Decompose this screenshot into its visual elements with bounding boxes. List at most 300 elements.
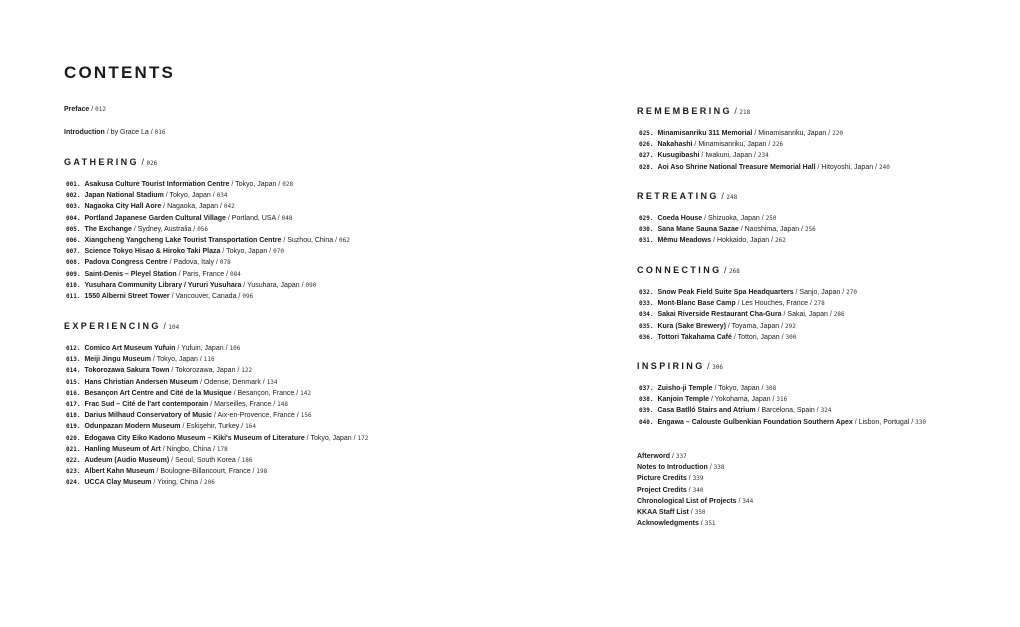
entry-place: Minamisanriku, Japan bbox=[758, 130, 827, 137]
entry-number: 035. bbox=[639, 322, 654, 330]
separator: / bbox=[770, 396, 777, 404]
entry-number: 033. bbox=[639, 300, 654, 308]
entry-page: 286 bbox=[833, 311, 845, 319]
toc-entry[interactable] bbox=[64, 246, 350, 257]
separator: / bbox=[755, 407, 762, 415]
entry-page: 300 bbox=[785, 333, 797, 341]
separator: / bbox=[275, 214, 282, 222]
toc-entry[interactable] bbox=[64, 235, 350, 246]
toc-entry[interactable] bbox=[64, 399, 368, 410]
entry-number: 020. bbox=[66, 434, 81, 442]
separator: / bbox=[873, 163, 879, 171]
section-heading[interactable] bbox=[64, 156, 350, 170]
separator: / bbox=[699, 152, 706, 160]
entry-page: 344 bbox=[742, 497, 754, 505]
entry-title: Portland Japanese Garden Cultural Village bbox=[84, 214, 226, 222]
separator: / bbox=[294, 412, 301, 420]
entry-title: Meiji Jingu Museum bbox=[84, 356, 151, 364]
entry-number: 024. bbox=[66, 479, 81, 487]
separator: / bbox=[752, 152, 758, 160]
entry-title: Snow Peak Field Suite Spa Headquarters bbox=[657, 289, 794, 296]
entry-page: 330 bbox=[915, 418, 926, 426]
entry-place: Yixing, China bbox=[157, 479, 199, 487]
toc-entry[interactable] bbox=[637, 309, 857, 320]
toc-entry[interactable] bbox=[64, 127, 166, 138]
entry-place: Yokohama, Japan bbox=[714, 396, 771, 404]
entry-page: 270 bbox=[846, 289, 858, 296]
toc-entry[interactable] bbox=[64, 343, 368, 354]
toc-entry[interactable] bbox=[64, 257, 350, 268]
section-heading[interactable] bbox=[637, 360, 926, 374]
entry-page: 316 bbox=[776, 396, 788, 404]
toc-entry[interactable] bbox=[637, 394, 926, 405]
toc-entry[interactable] bbox=[637, 518, 753, 529]
separator: / bbox=[223, 345, 230, 352]
entry-title: Afterword bbox=[637, 453, 671, 460]
entry-page: 256 bbox=[804, 226, 816, 234]
entry-title: Padova Congress Centre bbox=[84, 259, 168, 267]
entry-title: Sana Mane Sauna Sazae bbox=[657, 226, 739, 234]
toc-entry[interactable] bbox=[64, 433, 368, 444]
entry-page: 351 bbox=[704, 520, 716, 528]
toc-entry[interactable] bbox=[637, 383, 926, 394]
entry-title: Kusugibashi bbox=[657, 152, 700, 160]
toc-entry[interactable] bbox=[637, 162, 890, 173]
toc-section bbox=[637, 264, 857, 343]
section-title: CONNECTING bbox=[637, 265, 722, 275]
entry-page: 012 bbox=[95, 106, 106, 113]
separator: / bbox=[711, 237, 717, 245]
separator: / bbox=[214, 259, 220, 267]
section-page: 306 bbox=[712, 364, 723, 371]
entry-title: Comico Art Museum Yufuin bbox=[84, 345, 176, 352]
toc-entry[interactable] bbox=[637, 213, 816, 224]
separator: / bbox=[260, 378, 267, 386]
entry-page: 028 bbox=[282, 181, 294, 188]
entry-place: Sakai, Japan bbox=[787, 311, 828, 319]
separator: / bbox=[89, 106, 96, 113]
entry-title: Mont-Blanc Base Camp bbox=[657, 300, 736, 308]
entry-title: Minamisanriku 311 Memorial bbox=[657, 130, 753, 137]
toc-entry[interactable] bbox=[637, 496, 753, 507]
entry-page: 096 bbox=[242, 292, 254, 300]
entry-page: 156 bbox=[300, 412, 312, 420]
separator: / bbox=[827, 311, 834, 319]
toc-entry[interactable] bbox=[637, 473, 753, 484]
toc-entry[interactable] bbox=[64, 410, 368, 421]
section-page: 268 bbox=[729, 268, 740, 275]
separator: / bbox=[198, 378, 205, 386]
entry-page: 164 bbox=[245, 423, 256, 431]
entry-page: 350 bbox=[694, 508, 706, 516]
entry-number: 016. bbox=[66, 389, 81, 397]
entry-place: Aix-en-Provence, France bbox=[217, 412, 295, 420]
separator: / bbox=[151, 479, 158, 487]
entry-title: Zuisho-ji Temple bbox=[657, 385, 713, 392]
entry-title: Nagaoka City Hall Aore bbox=[84, 203, 162, 211]
toc-entry[interactable] bbox=[64, 354, 368, 365]
entry-page: 062 bbox=[339, 236, 350, 244]
entry-number: 011. bbox=[66, 292, 81, 300]
entry-title: Coeda House bbox=[657, 215, 703, 222]
separator: / bbox=[698, 520, 705, 528]
toc-entry[interactable] bbox=[64, 421, 368, 432]
entry-place: Odense, Denmark bbox=[204, 378, 261, 386]
section-page: 218 bbox=[739, 109, 751, 116]
toc-entry[interactable] bbox=[64, 466, 368, 477]
separator: / bbox=[169, 292, 176, 300]
entry-number: 029. bbox=[639, 215, 654, 222]
entry-place: Minamisanriku, Japan bbox=[698, 141, 767, 149]
separator: / bbox=[351, 434, 358, 442]
entry-page: 016 bbox=[154, 129, 166, 136]
entry-page: 116 bbox=[203, 356, 215, 364]
front-matter-item bbox=[64, 127, 166, 138]
toc-entry[interactable] bbox=[637, 235, 816, 246]
toc-entry[interactable] bbox=[64, 224, 350, 235]
separator: / bbox=[161, 203, 168, 211]
entry-title: Nakahashi bbox=[657, 141, 693, 149]
entry-number: 034. bbox=[639, 311, 654, 319]
entry-title: Yusuhara Community Library / Yururi Yusuhara bbox=[84, 281, 242, 289]
entry-number: 014. bbox=[66, 367, 81, 375]
entry-number: 027. bbox=[639, 152, 654, 160]
entry-number: 032. bbox=[639, 289, 654, 296]
separator: / bbox=[271, 400, 278, 408]
entry-title: Aoi Aso Shrine National Treasure Memorial Hall bbox=[657, 163, 816, 171]
entry-place: Nagaoka, Japan bbox=[167, 203, 219, 211]
separator: / bbox=[852, 418, 859, 426]
toc-entry[interactable] bbox=[637, 224, 816, 235]
entry-title: Tokorozawa Sakura Town bbox=[84, 367, 170, 375]
entry-place: Tokyo, Japan bbox=[235, 181, 277, 188]
separator: / bbox=[725, 322, 732, 330]
toc-section bbox=[64, 320, 368, 488]
separator: / bbox=[686, 486, 693, 494]
entry-page: 250 bbox=[765, 215, 777, 222]
entry-number: 028. bbox=[639, 163, 654, 171]
separator: / bbox=[138, 157, 147, 167]
separator: / bbox=[779, 322, 785, 330]
separator: / bbox=[702, 215, 709, 222]
entry-place: Toyama, Japan bbox=[731, 322, 780, 330]
entry-place: Ningbo, China bbox=[166, 445, 212, 453]
separator: / bbox=[208, 400, 215, 408]
separator: / bbox=[707, 464, 714, 472]
entry-title: Notes to Introduction bbox=[637, 464, 708, 472]
separator: / bbox=[131, 225, 138, 233]
toc-entry[interactable] bbox=[637, 150, 890, 161]
entry-number: 022. bbox=[66, 456, 81, 464]
back-matter bbox=[637, 451, 753, 529]
toc-entry[interactable] bbox=[637, 451, 753, 462]
separator: / bbox=[731, 333, 738, 341]
separator: / bbox=[225, 214, 232, 222]
separator: / bbox=[267, 248, 274, 256]
entry-title: Odunpazarı Modern Museum bbox=[84, 423, 181, 431]
entry-number: 008. bbox=[66, 259, 81, 267]
separator: / bbox=[752, 130, 759, 137]
entry-title: Japan National Stadium bbox=[84, 192, 164, 200]
toc-entry[interactable] bbox=[64, 291, 350, 302]
separator: / bbox=[239, 423, 246, 431]
entry-number: 030. bbox=[639, 226, 654, 234]
entry-author: by Grace La bbox=[110, 129, 149, 136]
separator: / bbox=[150, 356, 157, 364]
separator: / bbox=[709, 396, 715, 404]
separator: / bbox=[759, 215, 766, 222]
entry-number: 040. bbox=[639, 418, 654, 426]
separator: / bbox=[224, 270, 230, 278]
separator: / bbox=[218, 203, 224, 211]
entry-number: 018. bbox=[66, 412, 81, 420]
toc-entry[interactable] bbox=[637, 321, 857, 332]
entry-title: Introduction bbox=[64, 129, 105, 136]
toc-entry[interactable] bbox=[64, 280, 350, 291]
entry-place: Tokyo, Japan bbox=[718, 385, 760, 392]
entry-title: Saint-Denis – Pleyel Station bbox=[84, 270, 177, 278]
separator: / bbox=[160, 445, 167, 453]
entry-number: 001. bbox=[66, 181, 81, 188]
toc-section bbox=[64, 156, 350, 302]
separator: / bbox=[769, 237, 775, 245]
entry-page: 340 bbox=[692, 486, 704, 494]
entry-title: The Exchange bbox=[84, 225, 132, 233]
separator: / bbox=[735, 300, 742, 308]
toc-entry[interactable] bbox=[637, 507, 753, 518]
entry-number: 037. bbox=[639, 385, 654, 392]
separator: / bbox=[220, 248, 227, 256]
toc-entry[interactable] bbox=[64, 377, 368, 388]
toc-entry[interactable] bbox=[637, 462, 753, 473]
entry-number: 005. bbox=[66, 225, 81, 233]
entry-place: Sanjo, Japan bbox=[799, 289, 841, 296]
separator: / bbox=[704, 361, 713, 371]
separator: / bbox=[169, 367, 176, 375]
entry-page: 172 bbox=[357, 434, 369, 442]
separator: / bbox=[718, 191, 727, 201]
entry-place: Tokyo, Japan bbox=[156, 356, 198, 364]
separator: / bbox=[154, 468, 161, 476]
entry-page: 134 bbox=[266, 378, 278, 386]
toc-entry[interactable] bbox=[64, 477, 368, 488]
section-entries bbox=[637, 213, 816, 247]
separator: / bbox=[235, 367, 242, 375]
separator: / bbox=[197, 356, 204, 364]
entry-number: 013. bbox=[66, 356, 81, 364]
separator: / bbox=[333, 236, 340, 244]
entry-page: 056 bbox=[197, 225, 209, 233]
entry-place: Lisbon, Portugal bbox=[858, 418, 910, 426]
separator: / bbox=[779, 333, 786, 341]
entry-place: Hokkaido, Japan bbox=[716, 237, 770, 245]
entry-place: Eskişehir, Turkey bbox=[186, 423, 240, 431]
entry-page: 292 bbox=[784, 322, 796, 330]
entry-place: Suzhou, China bbox=[287, 236, 334, 244]
entry-number: 017. bbox=[66, 400, 81, 408]
entry-title: Besançon Art Centre and Cité de la Musique bbox=[84, 389, 232, 397]
toc-section bbox=[637, 105, 890, 173]
entry-place: Naoshima, Japan bbox=[744, 226, 800, 234]
entry-page: 226 bbox=[772, 141, 784, 149]
entry-page: 042 bbox=[223, 203, 235, 211]
entry-page: 324 bbox=[820, 407, 832, 415]
entry-place: Tokyo, Japan bbox=[310, 434, 352, 442]
toc-entry[interactable] bbox=[637, 287, 857, 298]
entry-place: Padova, Italy bbox=[173, 259, 215, 267]
entry-page: 178 bbox=[216, 445, 228, 453]
entry-number: 010. bbox=[66, 281, 81, 289]
entry-title: Science Tokyo Hisao & Hiroko Taki Plaza bbox=[84, 248, 221, 256]
entry-place: Tokyo, Japan bbox=[226, 248, 268, 256]
toc-entry[interactable] bbox=[64, 213, 350, 224]
separator: / bbox=[738, 226, 745, 234]
entry-number: 019. bbox=[66, 423, 81, 431]
entry-place: Paris, France bbox=[182, 270, 225, 278]
section-title: REMEMBERING bbox=[637, 106, 732, 116]
toc-entry[interactable] bbox=[637, 485, 753, 496]
separator: / bbox=[299, 281, 306, 289]
entry-place: Hitoyoshi, Japan bbox=[821, 163, 874, 171]
toc-entry[interactable] bbox=[637, 139, 890, 150]
entry-title: Tottori Takahama Café bbox=[657, 333, 732, 341]
separator: / bbox=[281, 236, 288, 244]
entry-title: Hanling Museum of Art bbox=[84, 445, 161, 453]
entry-place: Yufuin, Japan bbox=[181, 345, 224, 352]
entry-page: 198 bbox=[256, 468, 268, 476]
section-heading[interactable] bbox=[637, 264, 857, 278]
entry-page: 106 bbox=[229, 345, 241, 352]
entry-place: Les Houches, France bbox=[741, 300, 809, 308]
separator: / bbox=[236, 292, 243, 300]
entry-title: Albert Kahn Museum bbox=[84, 468, 155, 476]
entry-page: 234 bbox=[757, 152, 769, 160]
section-entries bbox=[64, 179, 350, 302]
separator: / bbox=[799, 226, 805, 234]
entry-number: 002. bbox=[66, 192, 81, 200]
separator: / bbox=[692, 141, 699, 149]
separator: / bbox=[211, 445, 217, 453]
separator: / bbox=[781, 311, 788, 319]
section-entries bbox=[637, 383, 926, 428]
separator: / bbox=[198, 479, 205, 487]
toc-entry[interactable] bbox=[64, 455, 368, 466]
separator: / bbox=[304, 434, 311, 442]
toc-entry[interactable] bbox=[64, 201, 350, 212]
section-entries bbox=[637, 287, 857, 343]
separator: / bbox=[793, 289, 800, 296]
toc-entry[interactable] bbox=[637, 405, 926, 416]
entry-title: Kanjoin Temple bbox=[657, 396, 710, 404]
entry-number: 009. bbox=[66, 270, 81, 278]
entry-page: 090 bbox=[305, 281, 317, 289]
separator: / bbox=[814, 407, 821, 415]
section-page: 248 bbox=[726, 194, 738, 201]
separator: / bbox=[815, 163, 822, 171]
entry-place: Boulogne-Billancourt, France bbox=[160, 468, 251, 476]
entry-number: 031. bbox=[639, 237, 654, 245]
entry-number: 003. bbox=[66, 203, 81, 211]
entry-number: 023. bbox=[66, 468, 81, 476]
entry-title: Acknowledgments bbox=[637, 520, 699, 528]
separator: / bbox=[180, 423, 187, 431]
separator: / bbox=[731, 106, 740, 116]
entry-title: Xiangcheng Yangcheng Lake Tourist Transportation Centre bbox=[84, 236, 282, 244]
page-title: CONTENTS bbox=[64, 63, 176, 82]
separator: / bbox=[276, 181, 283, 188]
entry-title: Preface bbox=[64, 106, 90, 113]
toc-entry[interactable] bbox=[637, 417, 926, 428]
separator: / bbox=[294, 389, 301, 397]
entry-number: 007. bbox=[66, 248, 81, 256]
entry-place: Shizuoka, Japan bbox=[708, 215, 760, 222]
section-heading[interactable] bbox=[64, 320, 368, 334]
entry-title: KKAA Staff List bbox=[637, 508, 689, 516]
toc-entry[interactable] bbox=[64, 104, 106, 115]
entry-place: Marseilles, France bbox=[214, 400, 272, 408]
entry-number: 012. bbox=[66, 345, 81, 352]
toc-entry[interactable] bbox=[64, 444, 368, 455]
section-entries bbox=[637, 128, 890, 173]
section-page: 026 bbox=[146, 160, 158, 167]
toc-entry[interactable] bbox=[64, 388, 368, 399]
separator: / bbox=[160, 321, 169, 331]
toc-entry[interactable] bbox=[64, 179, 350, 190]
entry-title: Edogawa City Eiko Kadono Museum – Kiki's Museum of Literature bbox=[84, 434, 305, 442]
entry-page: 148 bbox=[277, 400, 288, 408]
section-title: INSPIRING bbox=[637, 361, 705, 371]
entry-place: Tokorozawa, Japan bbox=[175, 367, 236, 375]
separator: / bbox=[736, 497, 743, 505]
entry-number: 015. bbox=[66, 378, 81, 386]
section-heading[interactable] bbox=[637, 105, 890, 119]
separator: / bbox=[766, 141, 773, 149]
entry-place: Barcelona, Spain bbox=[761, 407, 815, 415]
entry-page: 278 bbox=[813, 300, 825, 308]
entry-place: Iwakuni, Japan bbox=[705, 152, 753, 160]
entry-number: 021. bbox=[66, 445, 81, 453]
toc-section bbox=[637, 360, 926, 428]
toc-entry[interactable] bbox=[637, 128, 890, 139]
entry-title: Kura (Sake Brewery) bbox=[657, 322, 726, 330]
separator: / bbox=[721, 265, 730, 275]
entry-title: Engawa – Calouste Gulbenkian Foundation Southern Apex bbox=[657, 418, 853, 426]
entry-place: Tottori, Japan bbox=[737, 333, 780, 341]
section-heading[interactable] bbox=[637, 190, 816, 204]
separator: / bbox=[231, 389, 238, 397]
toc-entry[interactable] bbox=[637, 332, 857, 343]
toc-entry[interactable] bbox=[64, 365, 368, 376]
separator: / bbox=[250, 468, 257, 476]
separator: / bbox=[688, 508, 695, 516]
entry-page: 186 bbox=[241, 456, 253, 464]
separator: / bbox=[909, 418, 916, 426]
entry-page: 339 bbox=[692, 475, 704, 483]
entry-page: 240 bbox=[878, 163, 890, 171]
entry-title: Darius Milhaud Conservatory of Music bbox=[84, 412, 213, 420]
section-title: EXPERIENCING bbox=[64, 321, 161, 331]
toc-entry[interactable] bbox=[64, 190, 350, 201]
separator: / bbox=[104, 129, 111, 136]
separator: / bbox=[175, 345, 182, 352]
entry-page: 206 bbox=[204, 479, 215, 487]
toc-section bbox=[637, 190, 816, 247]
toc-entry[interactable] bbox=[637, 298, 857, 309]
toc-entry[interactable] bbox=[64, 269, 350, 280]
entry-number: 039. bbox=[639, 407, 654, 415]
entry-title: UCCA Clay Museum bbox=[84, 479, 152, 487]
separator: / bbox=[759, 385, 766, 392]
